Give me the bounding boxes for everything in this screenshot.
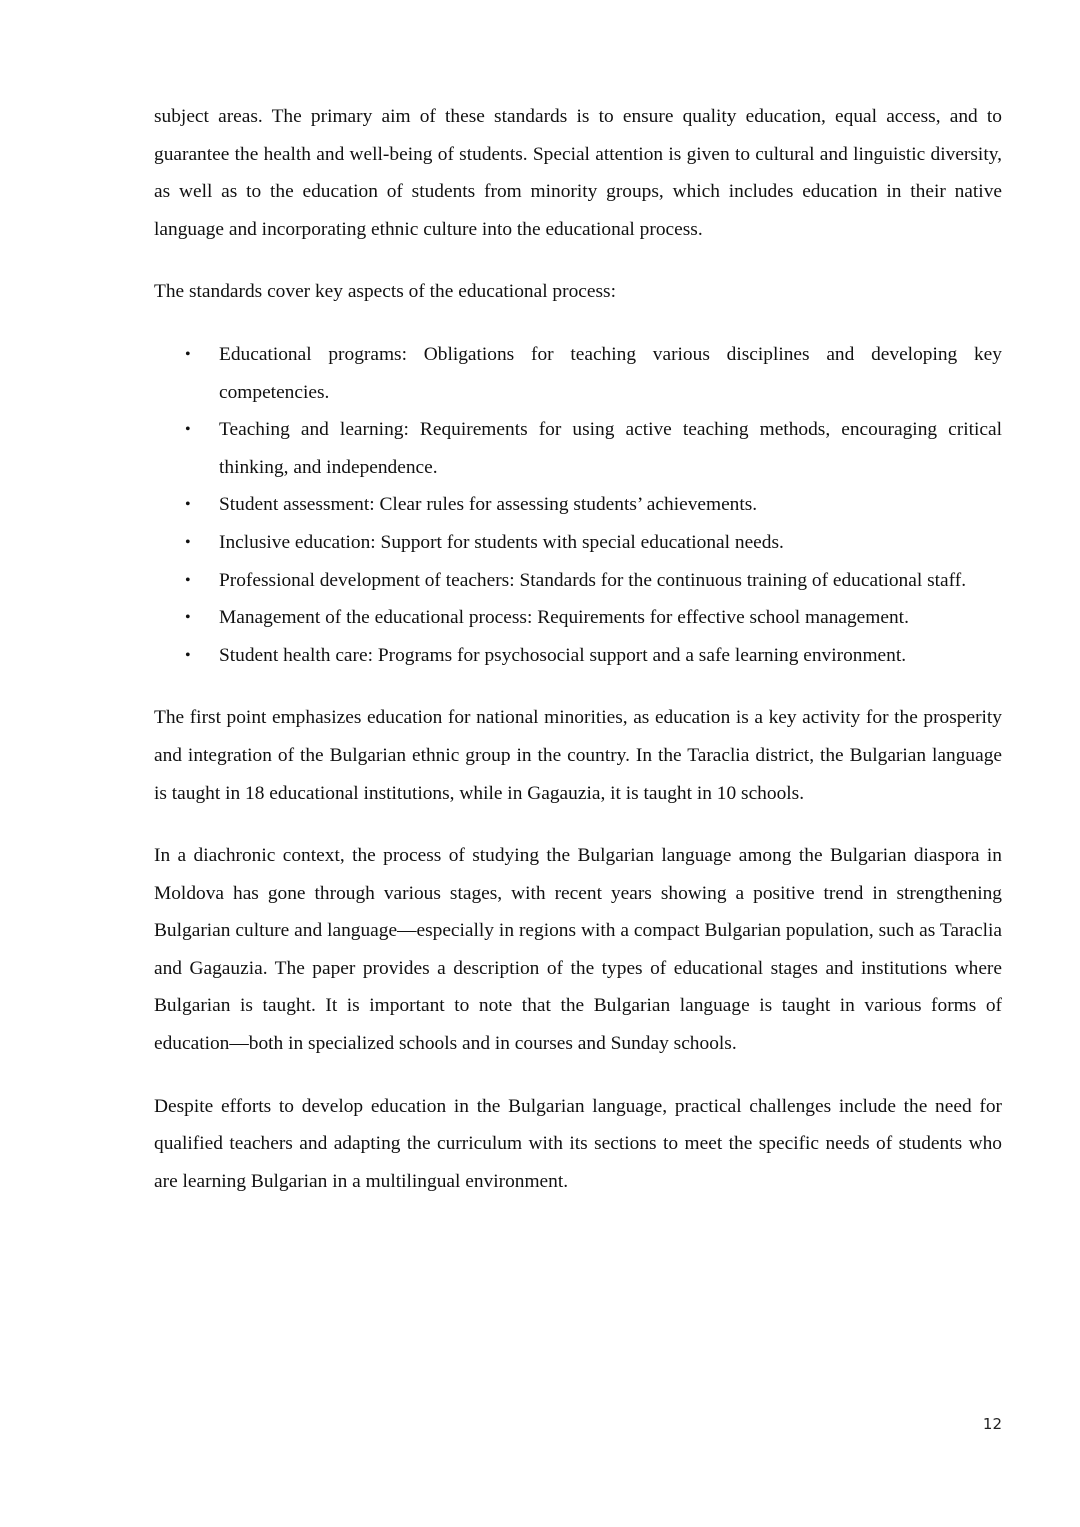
list-item-text: Professional development of teachers: Standards for the continuous training of educational staff. xyxy=(219,569,967,591)
list-item-text: Teaching and learning: Requirements for using active teaching methods, encouraging critical thinking, and independence. xyxy=(219,419,1002,478)
list-item-text: Inclusive education: Support for students with special educational needs. xyxy=(219,531,784,553)
list-item-text: Educational programs: Obligations for teaching various disciplines and developing key competencies. xyxy=(219,343,1002,403)
page-number: 12 xyxy=(982,1415,1002,1433)
list-item xyxy=(154,486,1002,524)
list-item xyxy=(154,637,1002,675)
bullet-icon: • xyxy=(185,646,191,664)
paragraph-standards-intro: The standards cover key aspects of the educational process: xyxy=(154,281,616,303)
list-item-text: Student health care: Programs for psychosocial support and a safe learning environment. xyxy=(219,644,907,666)
bullet-icon: • xyxy=(185,345,191,363)
bullet-icon: • xyxy=(185,421,191,439)
standards-bullet-list xyxy=(154,336,1002,674)
document-page-body xyxy=(154,98,1002,1200)
bullet-icon: • xyxy=(185,609,191,627)
paragraph-national-minorities: The first point emphasizes education for national minorities, as education is a key activity for the prosperity and integration of the Bulgarian ethnic group in the country. In the Taraclia district, the Bulgarian language is taught in 18 educational institutions, while in Gagauzia, it is taught in 10 schools. xyxy=(154,707,1002,804)
bullet-icon: • xyxy=(185,571,191,589)
list-item xyxy=(154,411,1002,486)
list-item xyxy=(154,524,1002,562)
list-item xyxy=(154,599,1002,637)
list-item-text: Management of the educational process: Requirements for effective school management. xyxy=(219,607,909,629)
list-item-text: Student assessment: Clear rules for assessing students’ achievements. xyxy=(219,494,758,516)
paragraph-challenges: Despite efforts to develop education in the Bulgarian language, practical challenges include the need for qualified teachers and adapting the curriculum with its sections to meet the specific needs of students who are learning Bulgarian in a multilingual environment. xyxy=(154,1095,1002,1192)
bullet-icon: • xyxy=(185,496,191,514)
list-item xyxy=(154,336,1002,411)
paragraph-diachronic-context: In a diachronic context, the process of studying the Bulgarian language among the Bulgarian diaspora in Moldova has gone through various stages, with recent years showing a positive trend in strengthening Bulgarian culture and language—especially in regions with a compact Bulgarian population, such as Taraclia and Gagauzia. The paper provides a description of the types of educational stages and institutions where Bulgarian is taught. It is important to note that the Bulgarian language is taught in various forms of education—both in specialized schools and in courses and Sunday schools. xyxy=(154,845,1002,1055)
paragraph-standards-aim: subject areas. The primary aim of these standards is to ensure quality education, equal access, and to guarantee the health and well-being of students. Special attention is given to cultural and linguistic diversity, as well as to the education of students from minority groups, which includes education in their native language and incorporating ethnic culture into the educational process. xyxy=(154,106,1002,240)
bullet-icon: • xyxy=(185,533,191,551)
list-item xyxy=(154,562,1002,600)
